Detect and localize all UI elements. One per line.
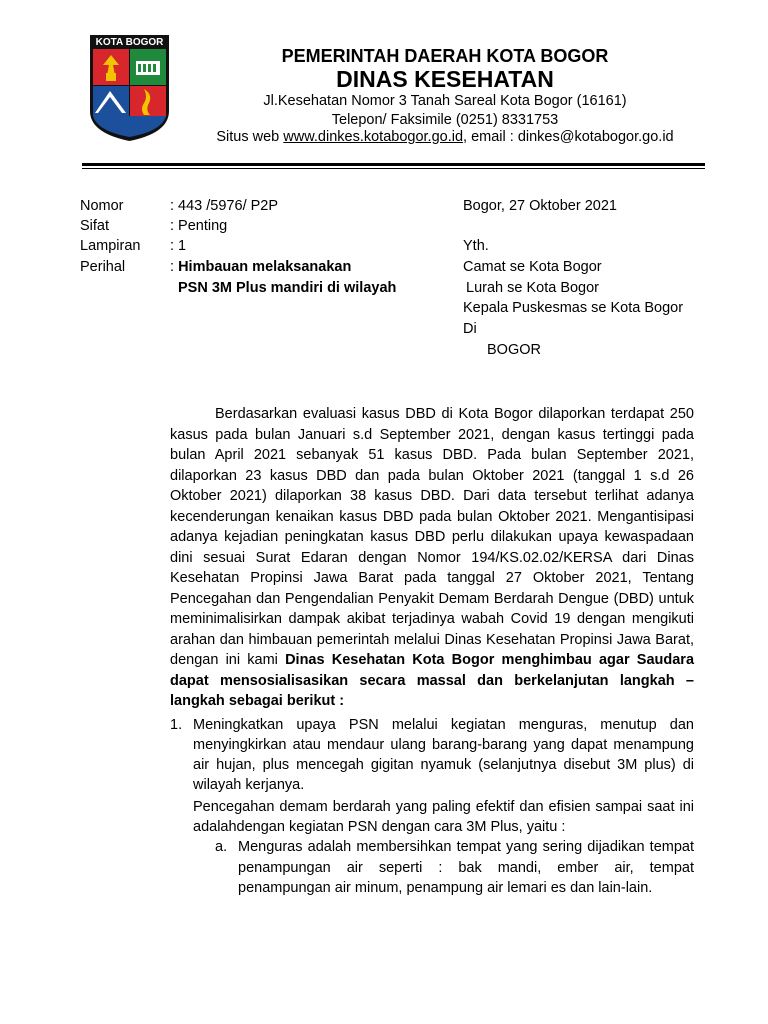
perihal-line1: Himbauan melaksanakan xyxy=(178,259,352,275)
org-name: PEMERINTAH DAERAH KOTA BOGOR xyxy=(281,46,609,66)
recipient-puskesmas: Kepala Puskesmas se Kota Bogor xyxy=(463,300,684,316)
perihal-colon: : xyxy=(170,259,179,275)
list-item-number: 1. xyxy=(170,717,183,733)
nomor-value: : 443 /5976/ P2P xyxy=(170,198,279,214)
kota-bogor-logo xyxy=(88,33,171,143)
body-paragraph-bold: Dinas Kesehatan Kota Bogor menghimbau agar Saudara dapat mensosialisasikan secara massal dan berkelanjutan langkah – langkah sebagai berikut : xyxy=(170,652,695,709)
recipient-lurah: Lurah se Kota Bogor xyxy=(466,280,600,296)
sub-item-letter: a. xyxy=(215,839,228,855)
perihal-line2: PSN 3M Plus mandiri di wilayah xyxy=(178,280,397,296)
list-item-1-continuation xyxy=(170,797,694,839)
recipient-camat: Camat se Kota Bogor xyxy=(463,259,602,275)
website-link[interactable]: www.dinkes.kotabogor.go.id xyxy=(283,129,464,145)
city: BOGOR xyxy=(487,342,541,358)
yth: Yth. xyxy=(463,238,489,254)
header-rule-thick xyxy=(82,163,705,166)
perihal-label: Perihal xyxy=(80,259,126,275)
phone-line: Telepon/ Faksimile (0251) 8331753 xyxy=(331,112,559,128)
sub-item-a xyxy=(215,837,694,899)
header-rule-thin xyxy=(82,168,705,169)
di-label: Di xyxy=(463,321,477,337)
email-text: , email : dinkes@kotabogor.go.id xyxy=(463,129,674,145)
sifat-value: : Penting xyxy=(170,218,228,234)
nomor-label: Nomor xyxy=(80,198,124,214)
list-item-1 xyxy=(170,715,694,797)
web-email-line xyxy=(180,129,710,145)
agency-name: DINAS KESEHATAN xyxy=(336,66,554,92)
logo-text: KOTA BOGOR xyxy=(95,37,164,48)
sub-item-a-text: Menguras adalah membersihkan tempat yang sering dijadikan tempat penampungan air seperti : bak mandi, ember air, tempat penampungan air minum, penampung air lemari es dan lain-lain. xyxy=(238,839,694,896)
perihal-value xyxy=(170,259,351,275)
list-item-1-text2: Pencegahan demam berdarah yang paling efektif dan efisien sampai saat ini adalahdengan kegiatan PSN dengan cara 3M Plus, yaitu : xyxy=(193,799,694,835)
web-prefix: Situs web xyxy=(216,129,284,145)
lampiran-value: : 1 xyxy=(170,238,187,254)
lampiran-label: Lampiran xyxy=(80,238,141,254)
body-paragraph-plain: Berdasarkan evaluasi kasus DBD di Kota Bogor dilaporkan terdapat 250 kasus pada bulan Januari s.d September 2021, dengan kasus tertinggi pada bulan April 2021 sebanyak 51 kasus DBD. Pada bulan September 2021, dilaporkan 23 kasus DBD dan pada bulan Oktober 2021 (tanggal 1 s.d 26 Oktober 2021) dilaporkan 38 kasus DBD. Dari data tersebut terlihat adanya kecenderungan kenaikan kasus DBD pada bulan Oktober 2021. Mengantisipasi adanya kejadian peningkatan kasus DBD perlu dilakukan upaya kewaspadaan dini sesuai Surat Edaran dengan Nomor 194/KS.02.02/KERSA dari Dinas Kesehatan Propinsi Jawa Barat pada tanggal 27 Oktober 2021, Tentang Pencegahan dan Pengendalian Penyakit Demam Berdarah Dengue (DBD) untuk meminimalisirkan dampak akibat terjadinya wabah Covid 19 dengan mengikuti arahan dan himbauan pemerintah melalui Dinas Kesehatan Propinsi Jawa Barat, dengan ini kami xyxy=(170,406,694,668)
list-item-1-text: Meningkatkan upaya PSN melalui kegiatan menguras, menutup dan menyingkirkan atau mendaur ulang barang-barang yang dapat menampung air hujan, plus mencegah gigitan nyamuk (selanjutnya disebut 3M plus) di wilayah kerjanya. xyxy=(193,717,694,793)
sifat-label: Sifat xyxy=(80,218,110,234)
letter-date: Bogor, 27 Oktober 2021 xyxy=(463,198,617,214)
body-paragraph xyxy=(170,404,694,712)
address-line: Jl.Kesehatan Nomor 3 Tanah Sareal Kota Bogor (16161) xyxy=(263,93,627,109)
